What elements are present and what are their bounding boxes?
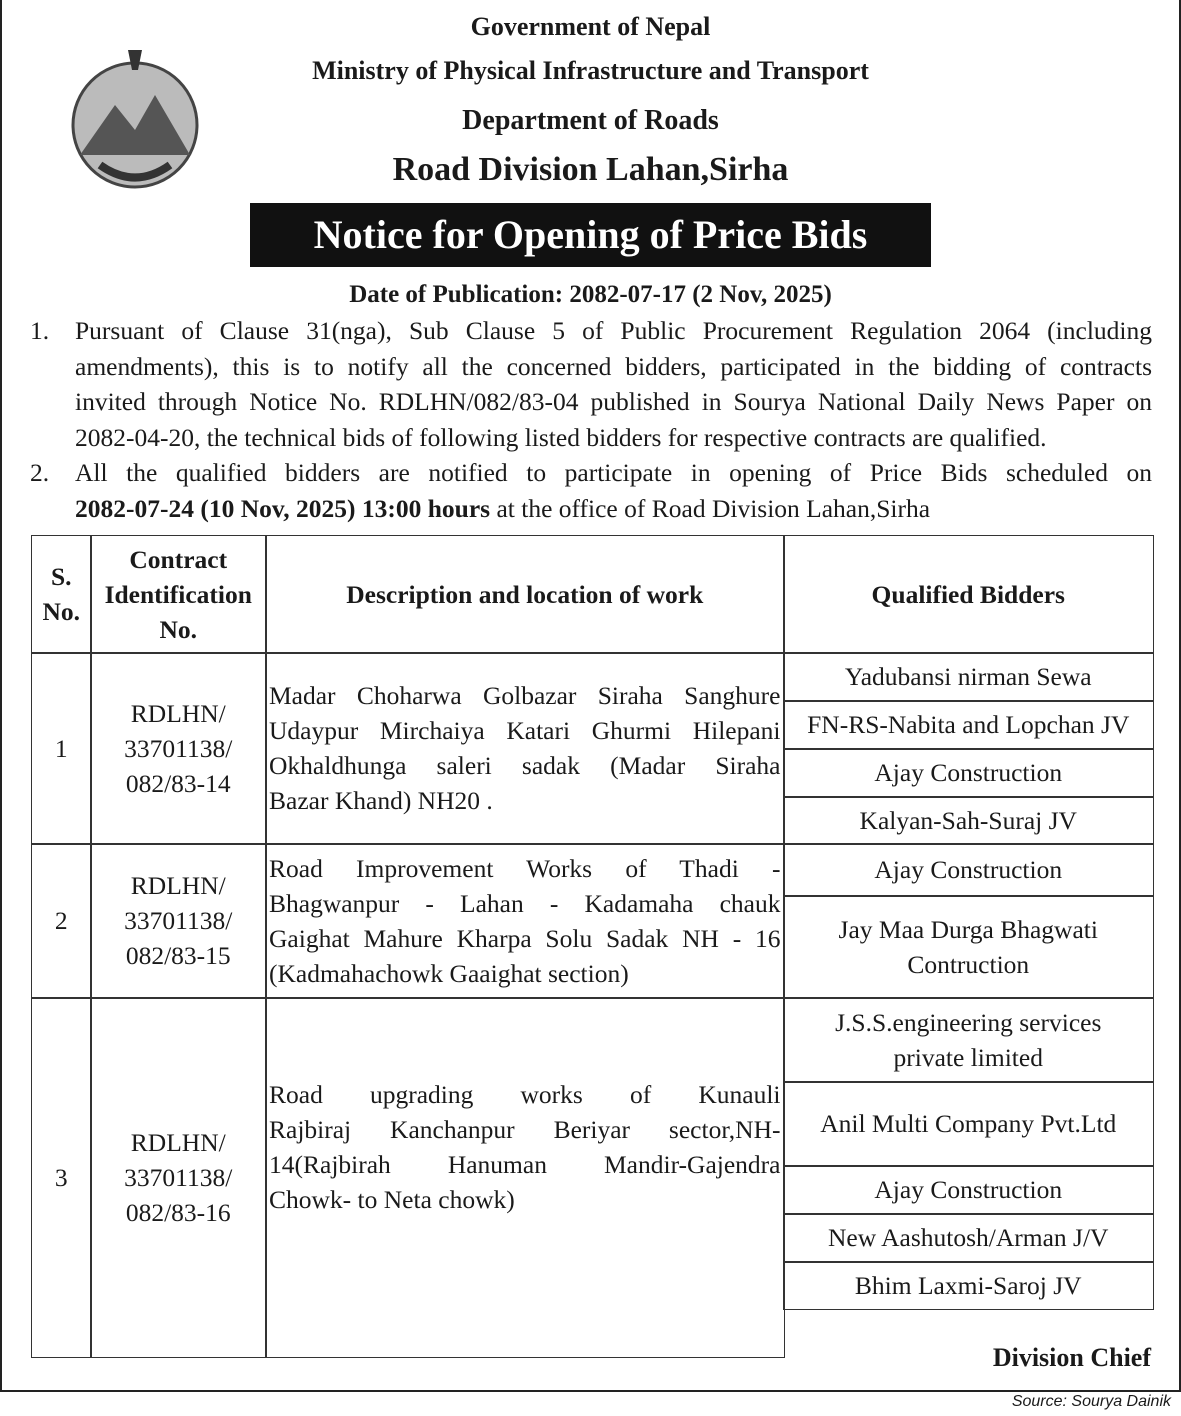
header-contract-id-text: Contract Identification No.: [104, 544, 252, 644]
schedule-location: at the office of Road Division Lahan,Sirha: [490, 493, 931, 523]
header-sno-text: S. No.: [42, 562, 81, 627]
header-description: [265, 535, 785, 654]
qualified-bidder: [783, 843, 1154, 897]
qualified-bidder-text: J.S.S.engineering services private limited: [835, 1007, 1102, 1072]
paragraph-2: [30, 455, 1152, 526]
description-line: Road Improvement Works of Thadi -: [269, 853, 781, 883]
row-description: [265, 997, 785, 1358]
para-line: [75, 491, 1152, 527]
qualified-bidder-text: New Aashutosh/Arman J/V: [828, 1223, 1109, 1253]
description-line: Road upgrading works of Kunauli: [269, 1080, 781, 1110]
description-line: Chowk- to Neta chowk): [269, 1185, 515, 1215]
header-contract-id: [90, 535, 267, 654]
description-line: Bhagwanpur - Lahan - Kadamaha chauk: [269, 888, 781, 918]
qualified-bidder: [783, 652, 1154, 702]
qualified-bidder-text: Yadubansi nirman Sewa: [844, 662, 1092, 692]
para-line: Pursuant of Clause 31(nga), Sub Clause 5 of Public Procurement Regulation 2064 (including: [75, 316, 1152, 345]
header-bidders-text: Qualified Bidders: [871, 579, 1065, 609]
qualified-bidder-text: Jay Maa Durga Bhagwati Contruction: [838, 914, 1098, 979]
header-description-text: Description and location of work: [346, 579, 704, 609]
para-number: 2.: [30, 458, 50, 487]
row-contract-id-text: RDLHN/ 33701138/ 082/83-14: [124, 698, 233, 798]
signature: Division Chief: [992, 1343, 1151, 1372]
row-contract-id: [90, 843, 267, 999]
description-line: Okhaldhunga saleri sadak (Madar Siraha: [269, 751, 781, 781]
qualified-bidder-text: Ajay Construction: [874, 758, 1063, 788]
publication-date: Date of Publication: 2082-07-17 (2 Nov, 2025): [349, 281, 832, 308]
schedule-datetime: 2082-07-24 (10 Nov, 2025) 13:00 hours: [75, 493, 491, 523]
row-contract-id: [90, 652, 267, 845]
division-title: Road Division Lahan,Sirha: [392, 151, 789, 188]
para-line: All the qualified bidders are notified to participate in opening of Price Bids scheduled on: [75, 458, 1152, 487]
row-description: [265, 843, 785, 999]
row-contract-id: [90, 997, 267, 1358]
row-sno-text: 1: [54, 733, 68, 763]
description-line: Udaypur Mirchaiya Katari Ghurmi Hilepani: [269, 716, 781, 746]
description-line: Bazar Khand) NH20 .: [269, 786, 493, 816]
para-number: 1.: [30, 316, 50, 345]
source-credit: Source: Sourya Dainik: [1011, 1393, 1171, 1410]
row-sno-text: 3: [54, 1162, 68, 1192]
gov-title: Government of Nepal: [470, 12, 711, 41]
qualified-bidder: [783, 1261, 1154, 1310]
para-line: amendments), this is to notify all the concerned bidders, participated in the bidding of contracts: [75, 351, 1152, 381]
ministry-title: Ministry of Physical Infrastructure and Transport: [312, 56, 869, 85]
qualified-bidder: [783, 1165, 1154, 1215]
para-line: 2082-04-20, the technical bids of following listed bidders for respective contracts are qualified.: [75, 422, 1047, 452]
qualified-bidder: [783, 1081, 1154, 1167]
department-title: Department of Roads: [462, 105, 719, 136]
row-sno: [31, 652, 92, 845]
qualified-bidder-text: Kalyan-Sah-Suraj JV: [859, 805, 1077, 835]
row-sno: [31, 997, 92, 1358]
qualified-bidder-text: Bhim Laxmi-Saroj JV: [854, 1270, 1082, 1300]
row-contract-id-text: RDLHN/ 33701138/ 082/83-15: [124, 871, 233, 971]
qualified-bidder: [783, 748, 1154, 798]
description-line: Madar Choharwa Golbazar Siraha Sanghure: [269, 681, 781, 711]
row-description: [265, 652, 785, 845]
notice-title: Notice for Opening of Price Bids: [250, 203, 931, 267]
para-line: invited through Notice No. RDLHN/082/83-04 published in Sourya National Daily News Paper on: [75, 387, 1152, 416]
header-bidders: [783, 535, 1154, 654]
description-line: (Kadmahachowk Gaaighat section): [269, 958, 629, 988]
qualified-bidder-text: Ajay Construction: [874, 1175, 1063, 1205]
qualified-bidder-text: Anil Multi Company Pvt.Ltd: [820, 1109, 1117, 1139]
header-sno: [31, 535, 92, 654]
description-line: Rajbiraj Kanchanpur Beriyar sector,NH-: [269, 1115, 781, 1145]
qualified-bidder: [783, 997, 1154, 1083]
description-line: 14(Rajbirah Hanuman Mandir-Gajendra: [269, 1150, 781, 1180]
description-line: Gaighat Mahure Kharpa Solu Sadak NH - 16: [269, 923, 781, 953]
qualified-bidder: [783, 700, 1154, 750]
row-sno: [31, 843, 92, 999]
paragraph-1: [30, 313, 1152, 455]
qualified-bidder-text: Ajay Construction: [874, 855, 1063, 885]
qualified-bidder: [783, 895, 1154, 999]
qualified-bidder: [783, 1213, 1154, 1263]
row-sno-text: 2: [54, 906, 68, 936]
qualified-bidder-text: FN-RS-Nabita and Lopchan JV: [807, 710, 1130, 740]
row-contract-id-text: RDLHN/ 33701138/ 082/83-16: [124, 1127, 233, 1227]
qualified-bidder: [783, 796, 1154, 845]
